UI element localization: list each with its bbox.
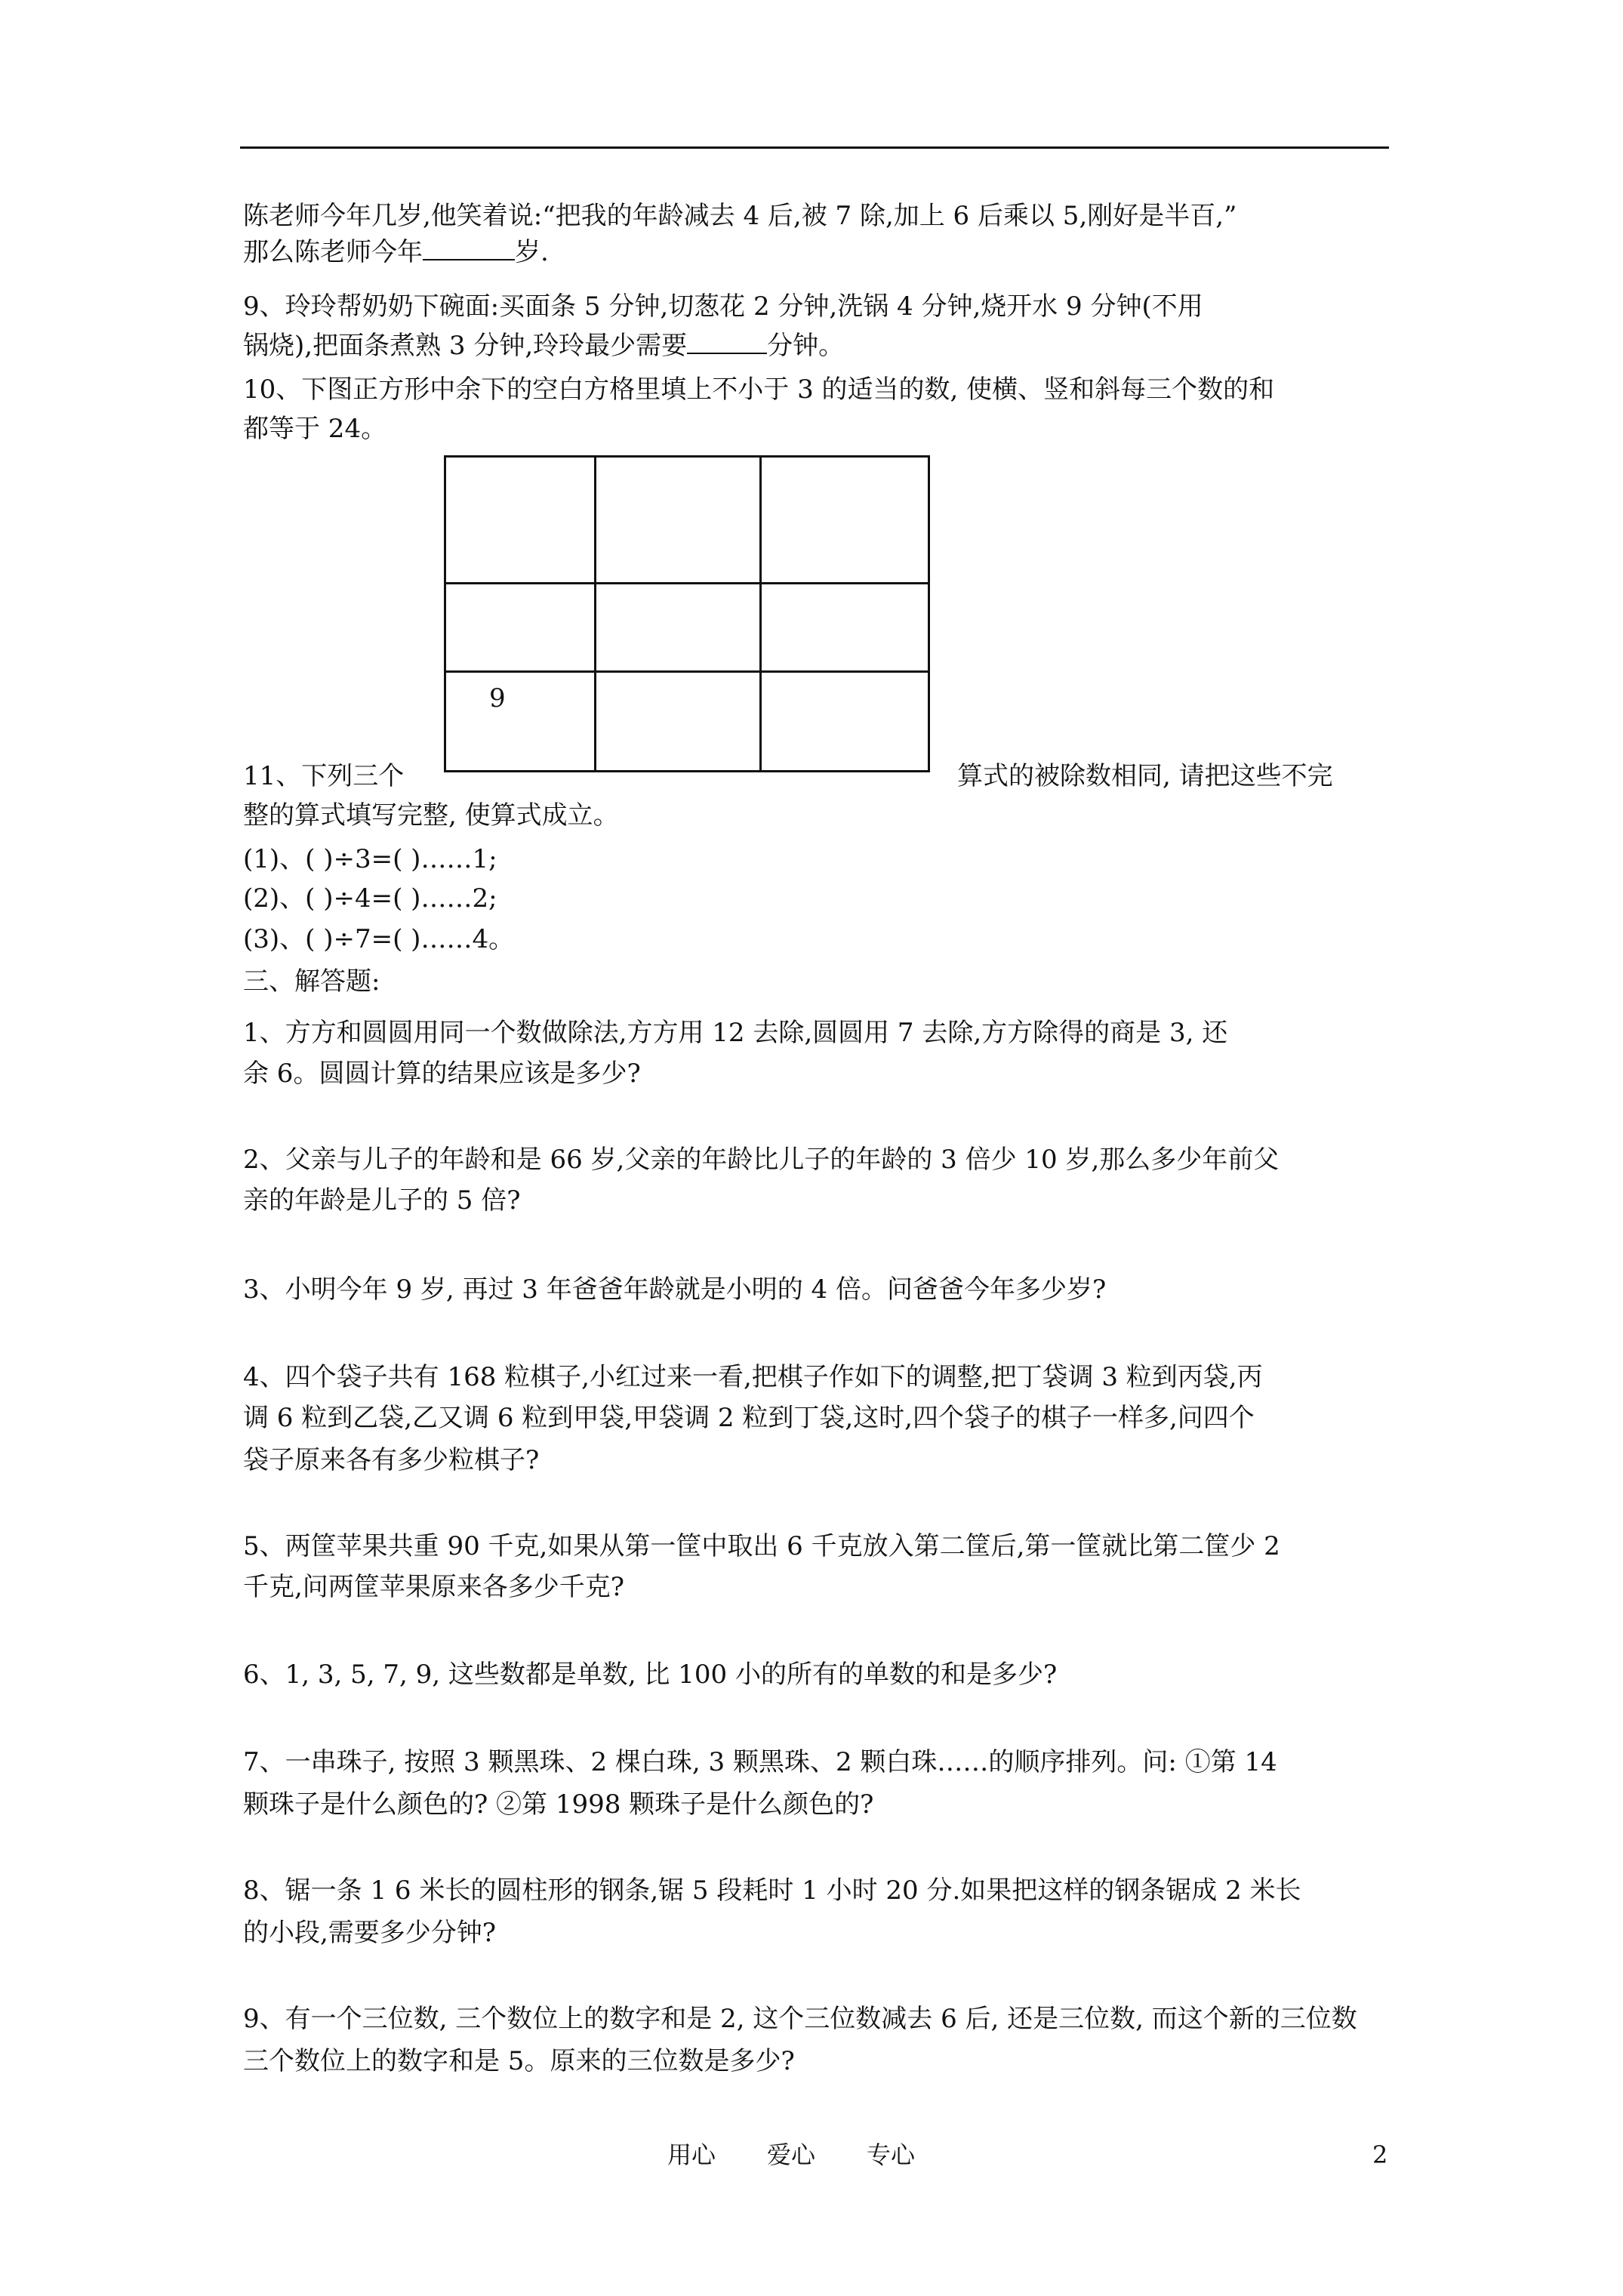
answer-blank [687,330,767,354]
header-rule [240,146,1389,149]
page-number: 2 [1372,2140,1388,2169]
footer-text: 专心 [867,2140,916,2169]
text-line [243,329,1390,362]
text-line: 亲的年龄是儿子的 5 倍? [243,1185,521,1216]
text-line: 6、1, 3, 5, 7, 9, 这些数都是单数, 比 100 小的所有的单数的和是多少? [243,1660,1058,1690]
grid-cell [762,458,928,584]
text-line: (3)、( )÷7=( )……4。 [243,924,515,954]
text-line: 8、锯一条 1 6 米长的圆柱形的钢条,锯 5 段耗时 1 小时 20 分.如果把这样的钢条锯成 2 米长 [243,1875,1301,1906]
section-heading: 三、解答题: [243,966,380,997]
text-line: 调 6 粒到乙袋,乙又调 6 粒到甲袋,甲袋调 2 粒到丁袋,这时,四个袋子的棋子一样多,问四个 [243,1403,1255,1433]
grid-cell [446,673,596,770]
text-line: 都等于 24。 [243,414,387,444]
footer-text: 用心 [667,2140,716,2169]
text-line: 三个数位上的数字和是 5。原来的三位数是多少? [243,2046,795,2076]
text-fragment: 锅烧),把面条煮熟 3 分钟,玲玲最少需要 [243,331,688,361]
answer-blank [423,236,515,260]
text-line: 算式的被除数相同, 请把这些不完 [957,761,1333,791]
text-line: 7、一串珠子, 按照 3 颗黑珠、2 棵白珠, 3 颗黑珠、2 颗白珠……的顺序排列。问: ①第 14 [243,1747,1277,1777]
footer-text: 爱心 [767,2140,816,2169]
grid-cell [446,458,596,584]
text-line: 余 6。圆圆计算的结果应该是多少? [243,1059,641,1089]
text-line: 3、小明今年 9 岁, 再过 3 年爸爸年龄就是小明的 4 倍。问爸爸今年多少岁? [243,1274,1107,1305]
grid-cell [762,584,928,673]
grid-cell-value: 9 [489,683,506,713]
text-line [243,236,1390,269]
grid-cell [446,584,596,673]
text-line: 10、下图正方形中余下的空白方格里填上不小于 3 的适当的数, 使横、竖和斜每三个数的和 [243,374,1275,405]
text-line: (1)、( )÷3=( )……1; [243,844,497,874]
grid-cell [762,673,928,770]
text-line: 的小段,需要多少分钟? [243,1918,497,1948]
text-line: 9、有一个三位数, 三个数位上的数字和是 2, 这个三位数减去 6 后, 还是三位数, 而这个新的三位数 [243,2004,1357,2034]
text-line: 2、父亲与儿子的年龄和是 66 岁,父亲的年龄比儿子的年龄的 3 倍少 10 岁,那么多少年前父 [243,1145,1280,1175]
text-line: 9、玲玲帮奶奶下碗面:买面条 5 分钟,切葱花 2 分钟,洗锅 4 分钟,烧开水 9 分钟(不用 [243,291,1203,322]
text-line: 11、下列三个 [243,761,405,791]
grid-cell [596,584,762,673]
text-line: 整的算式填写完整, 使算式成立。 [243,800,619,831]
text-line: (2)、( )÷4=( )……2; [243,883,497,914]
magic-square-grid [444,455,930,772]
text-line: 1、方方和圆圆用同一个数做除法,方方用 12 去除,圆圆用 7 去除,方方除得的商是 3, 还 [243,1018,1228,1048]
text-line: 颗珠子是什么颜色的? ②第 1998 颗珠子是什么颜色的? [243,1789,874,1820]
text-line: 陈老师今年几岁,他笑着说:“把我的年龄减去 4 后,被 7 除,加上 6 后乘以 5,刚好是半百,” [243,201,1237,231]
grid-cell [596,458,762,584]
text-line: 千克,问两筐苹果原来各多少千克? [243,1572,625,1602]
text-line: 袋子原来各有多少粒棋子? [243,1445,540,1475]
text-fragment: 分钟。 [767,331,845,361]
text-line: 5、两筐苹果共重 90 千克,如果从第一筐中取出 6 千克放入第二筐后,第一筐就比第二筐少 2 [243,1531,1280,1561]
text-fragment: 岁. [515,237,549,267]
text-fragment: 那么陈老师今年 [243,237,423,267]
grid-cell [596,673,762,770]
text-line: 4、四个袋子共有 168 粒棋子,小红过来一看,把棋子作如下的调整,把丁袋调 3 粒到丙袋,丙 [243,1362,1263,1392]
